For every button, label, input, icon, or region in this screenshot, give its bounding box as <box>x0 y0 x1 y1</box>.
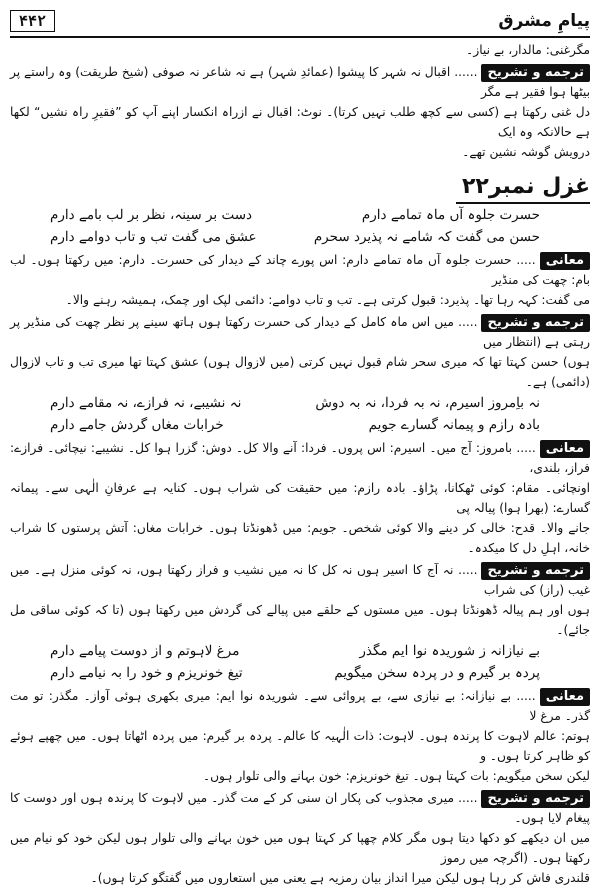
translation-label: ترجمه و تشریح <box>481 790 590 808</box>
verse-second-hemistich: نہ نشیبے، نہ فرازے، نہ مقامے دارم <box>50 395 242 411</box>
verse-first-hemistich: بے نیازانہ ز شوریدہ نوا ایم مگذر <box>359 643 540 659</box>
meanings-text: ہوتم: عالم لاہوت کا پرندہ ہوں۔ لاہوت: ذات الٰہیہ کا عالم۔ پردہ بر گیرم: میں پردہ اٹھاتا ہوں۔ میں چھپے ہوئے کو ظاہر کرتا ہوں۔ و <box>10 729 590 763</box>
meanings-label: معانی <box>540 688 590 706</box>
verse-couplet <box>10 204 590 226</box>
verse-second-hemistich: عشق می گفت تب و تاب دوامے دارم <box>50 229 257 245</box>
verse-couplet <box>10 662 590 684</box>
ghazal-title: غزل نمبر۲۲ <box>456 172 590 204</box>
verse-first-hemistich: بادہ رازم و پیمانہ گسارے جویم <box>368 417 540 433</box>
translation-block-3: ترجمه و تشریح..... نہ آج کا اسیر ہوں نہ کل کا نہ میں نشیب و فراز رکھتا ہوں، نہ کوئی منزل ہے۔ میں غیب (راز) کی شراب ہوں اور ہم پیالہ ڈھونڈتا ہوں۔ میں مستوں کے حلقے میں پیالے کی گردش میں رکھتا ہوں (تا کہ کوئی ساقی مل جائے)۔ <box>10 560 590 640</box>
meanings-label: معانی <box>540 440 590 458</box>
verse-first-hemistich: حسن می گفت کہ شامے نہ پذیرد سحرم <box>313 229 540 245</box>
meanings-text: می گفت: کہہ رہا تھا۔ پذیرد: قبول کرتی ہے۔ تب و تاب دوامے: دائمی لپک اور چمک، ہمیشہ رہنے والا۔ <box>65 293 590 307</box>
translation-text: ہوں اور ہم پیالہ ڈھونڈتا ہوں۔ میں مستوں کے حلقے میں پیالے کی گردش میں رکھتا ہوں (تا کہ کوئی ساقی مل جائے)۔ <box>10 603 590 637</box>
translation-block-4: ترجمه و تشریح..... میری مجذوب کی پکار ان سنی کر کے مت گذر۔ میں لاہوت کا پرندہ ہوں اور دوست کا پیغام لایا ہوں۔ میں ان دیکھے کو دکھا دیتا ہوں مگر کلام چھپا کر کہتا ہوں میں خون بہانے والی تلوار ہوں لیکن خود کو نیام میں رکھتا ہوں۔ (اگرچہ میں رموز قلندری فاش کر رہا ہوں لیکن میرا انداز بیان رمزیہ ہے یعنی میں استعاروں میں گفتگو کرتا ہوں)۔ <box>10 788 590 888</box>
gloss-line: مگرغنی: مالدار، بے نیاز۔ <box>466 43 590 57</box>
translation-text: میری مجذوب کی پکار ان سنی کر کے مت گذر۔ میں لاہوت کا پرندہ ہوں اور دوست کا پیغام لایا ہوں۔ <box>10 791 590 825</box>
meanings-text: اونچائی۔ مقام: کوئی ٹھکانا، پڑاؤ۔ بادہ رازم: میں حقیقت کی شراب ہوں۔ کنایہ ہے عرفانِ الٰہی سے۔ پیمانہ گسارے: (بھرا ہوا) پیالہ پی <box>10 481 590 515</box>
verse-couplet <box>10 226 590 248</box>
translation-text: اقبال نہ شہر کا پیشوا (عمائدِ شہر) ہے نہ شاعر نہ صوفی (شیخ طریقت) وہ راستے پر بیٹھا ہوا فقیر ہے مگر <box>10 65 590 99</box>
translation-text: میں اس ماہ کامل کے دیدار کی حسرت رکھتا ہوں ہاتھ سینے پر نظر چھت کی منڈیر پر رہتی ہے (انتظار میں <box>10 315 590 349</box>
verse-first-hemistich: حسرت جلوہ آں ماہ تمامے دارم <box>361 207 540 223</box>
verse-first-hemistich: نہ باِمروز اسیرم، نہ بہ فردا، نہ بہ دوش <box>315 395 540 411</box>
verse-second-hemistich: مرغ لاہوتم و از دوست پیامے دارم <box>50 643 240 659</box>
meanings-text: جانے والا۔ قدح: خالی کر دینے والا کوئی شخص۔ جویم: میں ڈھونڈتا ہوں۔ خرابات مغاں: آتش پرستوں کا شراب خانہ، اہلِ دل کا میکدہ۔ <box>10 521 590 555</box>
verse-group-2 <box>10 392 590 436</box>
translation-text: دل غنی رکھتا ہے (کسی سے کچھ طلب نہیں کرتا)۔ نوٹ: اقبال نے ازراہ انکسار اپنے آپ کو ”فقیرِ راہ نشیں“ لکھا ہے حالانکہ وہ ایک <box>10 105 590 139</box>
page-number: ۴۴۲ <box>10 10 55 32</box>
translation-label: ترجمه و تشریح <box>481 314 590 332</box>
translation-block-2: ترجمه و تشریح..... میں اس ماہ کامل کے دیدار کی حسرت رکھتا ہوں ہاتھ سینے پر نظر چھت کی منڈیر پر رہتی ہے (انتظار میں ہوں) حسن کہتا تھا کہ میری سحر شام قبول نہیں کرتی (میں لازوال ہوں) عشق کہتا تھا میری تب و تاب لازوال (دائمی) ہے۔ <box>10 312 590 392</box>
translation-text: نہ آج کا اسیر ہوں نہ کل کا نہ میں نشیب و فراز رکھتا ہوں، نہ کوئی منزل ہے۔ میں غیب (راز) کی شراب <box>10 563 590 597</box>
page-header <box>10 6 590 38</box>
meanings-text: حسرت جلوہ آں ماہ تمامے دارم: اس پورے چاند کے دیدار کی حسرت۔ دارم: میں رکھتا ہوں۔ لب بام: چھت کی منڈیر <box>10 253 590 287</box>
verse-first-hemistich: پردہ بر گیرم و در پردہ سخن میگویم <box>334 665 540 681</box>
book-title: پیامِ مشرق <box>498 11 590 31</box>
translation-text: درویش گوشہ نشین تھے۔ <box>462 145 590 159</box>
translation-block-1: ترجمه و تشریح...... اقبال نہ شہر کا پیشوا (عمائدِ شہر) ہے نہ شاعر نہ صوفی (شیخ طریقت) وہ راستے پر بیٹھا ہوا فقیر ہے مگر دل غنی رکھتا ہے (کسی سے کچھ طلب نہیں کرتا)۔ نوٹ: اقبال نے ازراہ انکسار اپنے آپ کو ”فقیرِ راہ نشیں“ لکھا ہے حالانکہ وہ ایک درویش گوشہ نشین تھے۔ <box>10 62 590 162</box>
meanings-block-2: معانی..... بامروز: آج میں۔ اسیرم: اس پروں۔ فردا: آنے والا کل۔ دوش: گزرا ہوا کل۔ نشیبے: نیچائی۔ فرازے: فراز، بلندی، اونچائی۔ مقام: کوئی ٹھکانا، پڑاؤ۔ بادہ رازم: میں حقیقت کی شراب ہوں۔ کنایہ ہے عرفانِ الٰہی سے۔ پیمانہ گسارے: (بھرا ہوا) پیالہ پی جانے والا۔ قدح: خالی کر دینے والا کوئی شخص۔ جویم: میں ڈھونڈتا ہوں۔ خرابات مغاں: آتش پرستوں کا شراب خانہ، اہلِ دل کا میکدہ۔ <box>10 438 590 558</box>
translation-text: قلندری فاش کر رہا ہوں لیکن میرا انداز بیان رمزیہ ہے یعنی میں استعاروں میں گفتگو کرتا ہوں)۔ <box>90 871 590 885</box>
verse-second-hemistich: دست بر سینہ، نظر بر لب بامے دارم <box>50 207 253 223</box>
verse-couplet <box>10 392 590 414</box>
meanings-block-1: معانی..... حسرت جلوہ آں ماہ تمامے دارم: اس پورے چاند کے دیدار کی حسرت۔ دارم: میں رکھتا ہوں۔ لب بام: چھت کی منڈیر می گفت: کہہ رہا تھا۔ پذیرد: قبول کرتی ہے۔ تب و تاب دوامے: دائمی لپک اور چمک، ہمیشہ رہنے والا۔ <box>10 250 590 310</box>
meanings-label: معانی <box>540 252 590 270</box>
meanings-block-3: معانی..... بے نیازانہ: بے نیازی سے، بے پروائی سے۔ شوریدہ نوا ایم: میری بکھری ہوئی آواز۔ مگذر: تو مت گذر۔ مرغ لا ہوتم: عالم لاہوت کا پرندہ ہوں۔ لاہوت: ذات الٰہیہ کا عالم۔ پردہ بر گیرم: میں پردہ اٹھاتا ہوں۔ میں چھپے ہوئے کو ظاہر کرتا ہوں۔ و لیکن سخن میگویم: بات کہتا ہوں۔ تیغ خونریزم: خون بہانے والی تلوار ہوں۔ <box>10 686 590 786</box>
meanings-text: بامروز: آج میں۔ اسیرم: اس پروں۔ فردا: آنے والا کل۔ دوش: گزرا ہوا کل۔ نشیبے: نیچائی۔ فرازے: فراز، بلندی، <box>10 441 590 475</box>
meanings-text: بے نیازانہ: بے نیازی سے، بے پروائی سے۔ شوریدہ نوا ایم: میری بکھری ہوئی آواز۔ مگذر: تو مت گذر۔ مرغ لا <box>10 689 590 723</box>
verse-couplet <box>10 640 590 662</box>
verse-group-1 <box>10 204 590 248</box>
meanings-text: لیکن سخن میگویم: بات کہتا ہوں۔ تیغ خونریزم: خون بہانے والی تلوار ہوں۔ <box>202 769 590 783</box>
translation-text: ہوں) حسن کہتا تھا کہ میری سحر شام قبول نہیں کرتی (میں لازوال ہوں) عشق کہتا تھا میری تب و تاب لازوال (دائمی) ہے۔ <box>10 355 590 389</box>
translation-text: میں ان دیکھے کو دکھا دیتا ہوں مگر کلام چھپا کر کہتا ہوں میں خون بہانے والی تلوار ہوں لیکن خود کو نیام میں رکھتا ہوں۔ (اگرچہ میں رموز <box>10 831 590 865</box>
translation-label: ترجمه و تشریح <box>481 64 590 82</box>
verse-couplet <box>10 414 590 436</box>
translation-label: ترجمه و تشریح <box>481 562 590 580</box>
verse-second-hemistich: خرابات مغاں گردش جامے دارم <box>50 417 224 433</box>
verse-second-hemistich: تیغ خونریزم و خود را بہ نیامے دارم <box>50 665 243 681</box>
verse-group-3 <box>10 640 590 684</box>
